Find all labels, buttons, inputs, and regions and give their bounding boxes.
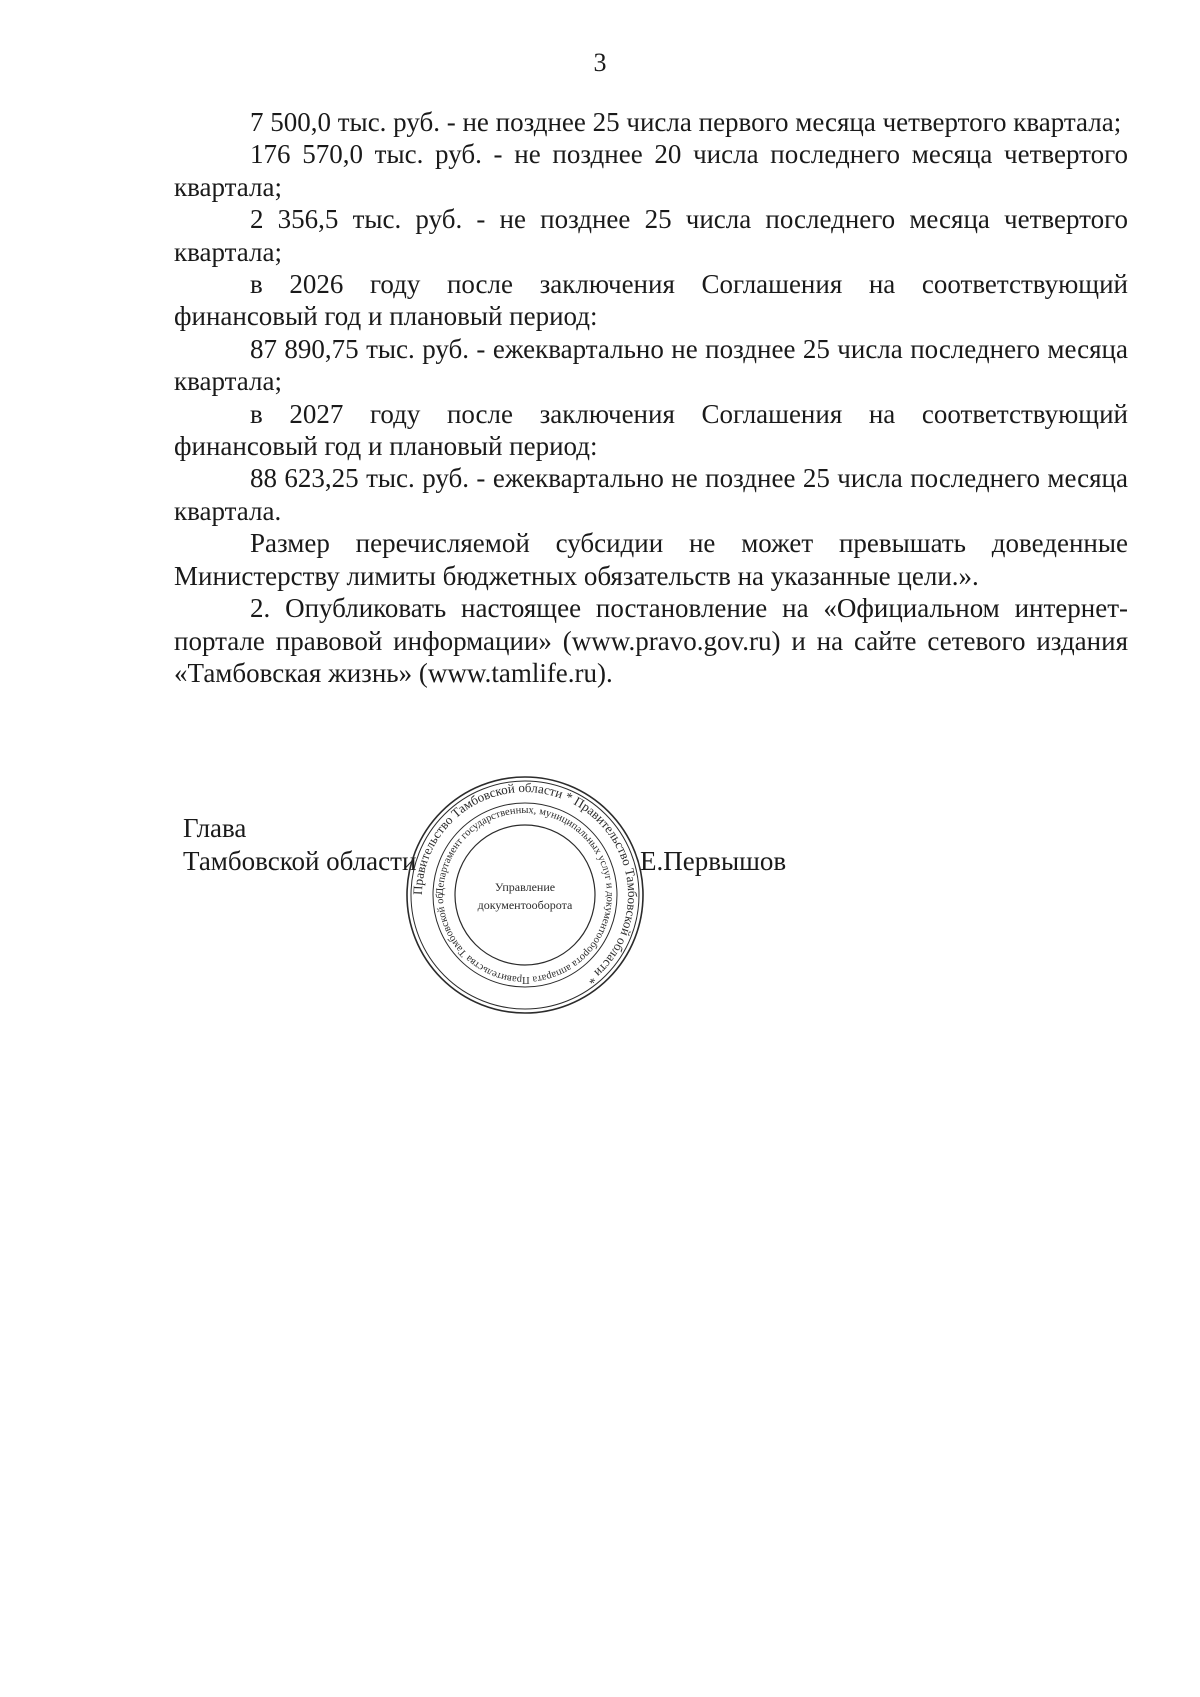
paragraph: Размер перечисляемой субсидии не может превышать доведенные Министерству лимиты бюджетных обязательств на указанные цели.». — [174, 528, 1128, 591]
position-line: Глава — [183, 813, 247, 843]
paragraph: 7 500,0 тыс. руб. - не позднее 25 числа первого месяца четвертого квартала; — [250, 107, 1122, 137]
paragraph: в 2026 году после заключения Соглашения на соответствующий финансовый год и плановый период: — [174, 269, 1128, 332]
paragraph: 2 356,5 тыс. руб. - не позднее 25 числа последнего месяца четвертого квартала; — [174, 204, 1128, 267]
paragraph: 2. Опубликовать настоящее постановление на «Официальном интернет-портале правовой информации» (www.pravo.gov.ru) и на сайте сетевого издания «Тамбовская жизнь» (www.tamlife.ru). — [174, 593, 1128, 688]
document-body — [174, 106, 1128, 689]
paragraph: 88 623,25 тыс. руб. - ежеквартально не позднее 25 числа последнего месяца квартала. — [174, 463, 1128, 526]
paragraph: 176 570,0 тыс. руб. - не позднее 20 числа последнего месяца четвертого квартала; — [174, 139, 1128, 202]
signature-position — [183, 812, 416, 878]
official-stamp — [405, 775, 645, 1015]
paragraph: в 2027 году после заключения Соглашения на соответствующий финансовый год и плановый период: — [174, 398, 1128, 462]
signatory-name: Е.Первышов — [640, 846, 787, 876]
stamp-seal — [405, 775, 645, 1015]
stamp-center-line: документооборота — [477, 898, 573, 912]
stamp-center-line: Управление — [494, 880, 556, 894]
paragraph: 87 890,75 тыс. руб. - ежеквартально не позднее 25 числа последнего месяца квартала; — [174, 333, 1128, 397]
page-number: 3 — [593, 48, 607, 77]
stamp-inner-text: Департамент государственных, муниципальных услуг и документооборота аппарата Правительства Тамбовской об — [434, 804, 616, 986]
position-line: Тамбовской области — [183, 846, 417, 876]
stamp-outer-text: Правительство Тамбовской области * Правительство Тамбовской области * — [409, 779, 641, 988]
